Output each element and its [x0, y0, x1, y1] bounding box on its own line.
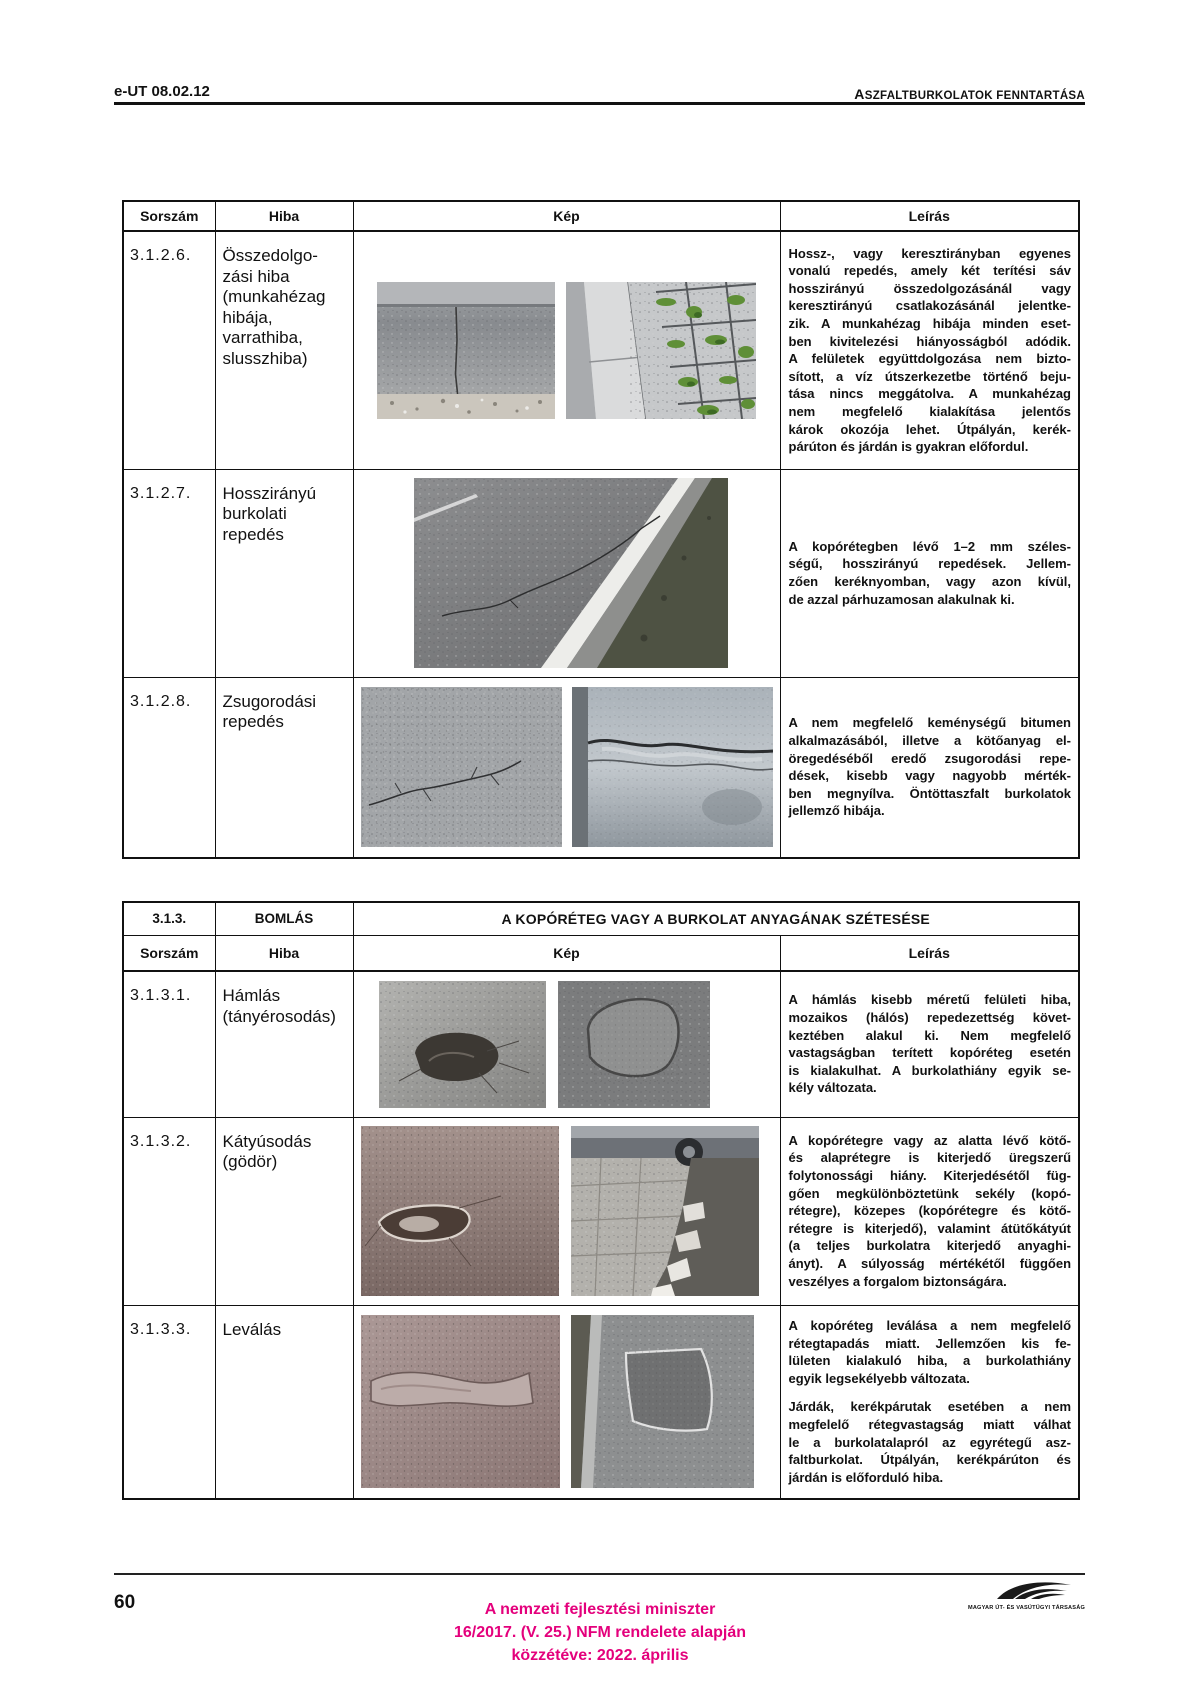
text-line: is kialakulhat. A burkolathiány egyik se- — [788, 1062, 1072, 1078]
photo-delamination-1 — [361, 1315, 560, 1488]
text-line: 16/2017. (V. 25.) NFM rendelete alapján — [454, 1624, 746, 1641]
col-header-description: Leírás — [780, 935, 1079, 971]
text-line: keztében alakul ki. Nem megfelelő — [788, 1027, 1072, 1043]
description-paragraph — [789, 245, 1072, 456]
photo-pothole-1 — [361, 1126, 559, 1296]
table-row — [123, 1305, 1079, 1499]
text-line: keresztirányú csatlakozásánál jelentke- — [788, 298, 1071, 314]
text-line: zási hiba — [222, 266, 290, 286]
section-title: A KOPÓRÉTEG VAGY A BURKOLAT ANYAGÁNAK SZÉTESÉSE — [353, 902, 1079, 935]
text-line: (munkahézag — [222, 287, 326, 306]
text-line: A kopórétegben lévő 1–2 mm széles- — [788, 538, 1071, 554]
photo-group — [354, 1126, 780, 1296]
image-cell — [353, 971, 780, 1117]
photo-joint-crack-road — [377, 282, 555, 419]
row-number: 3.1.3.3. — [123, 1305, 215, 1499]
defect-name — [215, 231, 353, 469]
text-line: egyik legsekélyebb változata. — [788, 1370, 970, 1386]
photo-pothole-2 — [571, 1126, 759, 1296]
photo-shrinkage-crack-2 — [572, 687, 773, 847]
logo-text: MAGYAR ÚT- ÉS VASÚTÜGYI TÁRSASÁG — [967, 1605, 1085, 1611]
publication-notice — [345, 1598, 855, 1667]
text-line: dések, kisebb vagy nagyobb mérték- — [788, 768, 1071, 784]
photo-group — [354, 981, 780, 1108]
text-line: zik. A munkahézag hibája minden eset- — [788, 316, 1071, 332]
defect-name — [215, 1117, 353, 1305]
description-paragraph — [789, 1132, 1072, 1290]
section-title-row — [123, 902, 1079, 935]
text-line: A nemzeti fejlesztési miniszter — [484, 1601, 716, 1618]
footer-rule — [114, 1573, 1085, 1575]
text-line: zően keréknyomban, vagy azon kívül, — [788, 574, 1071, 589]
text-line: közzétéve: 2022. április — [511, 1647, 689, 1664]
text-line: veszélyes a forgalom biztonságára. — [788, 1273, 1007, 1289]
photo-group — [354, 687, 780, 847]
col-header-number: Sorszám — [123, 935, 215, 971]
text-line: Zsugorodási — [222, 691, 317, 711]
description-paragraph — [789, 1398, 1072, 1486]
defect-name — [215, 469, 353, 677]
text-line: repedés — [222, 712, 284, 731]
text-line: slusszhiba) — [222, 348, 308, 368]
col-header-defect: Hiba — [215, 935, 353, 971]
text-line: ségű, hosszirányú repedések. Jellem- — [788, 556, 1071, 572]
photo-delamination-2 — [571, 1315, 754, 1488]
defect-name — [215, 1305, 353, 1499]
description — [780, 1117, 1079, 1305]
text-line: gően megkülönböztetünk sekély (kopó- — [788, 1185, 1072, 1201]
text-line: vonalú repedés, amely két terítési sáv — [788, 263, 1071, 279]
text-line: A felületek együttdolgozása nem bizto- — [788, 351, 1071, 367]
image-cell — [353, 677, 780, 858]
photo-group — [354, 282, 780, 419]
text-line: lületen kialakuló hiba, a burkolathiány — [788, 1353, 1072, 1369]
text-line: repedés — [222, 524, 284, 544]
image-cell — [353, 469, 780, 677]
logo-swoosh-icon — [931, 1577, 1085, 1603]
row-number: 3.1.2.6. — [123, 231, 215, 469]
text-line: Hosszirányú — [222, 483, 317, 503]
defect-name — [215, 971, 353, 1117]
photo-longitudinal-crack-road — [414, 478, 728, 668]
text-line: de azzal párhuzamosan alakulnak ki. — [788, 591, 1015, 607]
description — [780, 469, 1079, 677]
text-line: Leválás — [222, 1319, 282, 1339]
text-line: mozaikos (hálós) repedezettség követ- — [788, 1010, 1072, 1026]
text-line: A hámlás kisebb méretű felületi hiba, — [788, 992, 1072, 1008]
row-number: 3.1.3.1. — [123, 971, 215, 1117]
text-line: és alaprétegre is kiterjedő üregszerű — [788, 1150, 1072, 1166]
text-line: ben kivitelezési hiányosságból adódik. — [788, 333, 1071, 349]
row-number: 3.1.2.8. — [123, 677, 215, 858]
table-header-row — [123, 201, 1079, 231]
photo-shrinkage-crack-1 — [361, 687, 562, 847]
text-line: párúton és járdán is gyakran előfordul. — [788, 439, 1029, 455]
document-code: e-UT 08.02.12 — [114, 83, 210, 100]
text-line: vastagságban terített kopóréteg esetén — [788, 1045, 1072, 1061]
col-header-image: Kép — [353, 935, 780, 971]
col-header-image: Kép — [353, 201, 780, 231]
col-header-description: Leírás — [780, 201, 1079, 231]
text-line: károk okozója lehet. Útpályán, kerék- — [788, 421, 1071, 437]
text-line: A nem megfelelő keménységű bitumen — [788, 715, 1071, 731]
text-line: rétegre), közepes (kopórétegre és kötő- — [788, 1203, 1072, 1219]
text-line: nem megfelelő kialakítása jelentős — [788, 404, 1071, 420]
society-logo — [931, 1577, 1085, 1611]
description — [780, 231, 1079, 469]
text-line: Hámlás — [222, 986, 281, 1005]
description-paragraph — [789, 991, 1072, 1097]
image-cell — [353, 231, 780, 469]
text-line: alkalmazásából, illetve a kötőanyag el- — [788, 733, 1071, 749]
photo-group — [354, 478, 780, 668]
text-line: járdán is előforduló hiba. — [788, 1469, 944, 1485]
text-line: jellemző hibája. — [788, 803, 885, 819]
text-line: ányt). A súlyosság mértékétől függően — [788, 1255, 1072, 1271]
text-line: sított, a víz útszerkezetbe történő beju- — [788, 368, 1071, 384]
table-header-row — [123, 935, 1079, 971]
text-line: (tányérosodás) — [222, 1006, 336, 1026]
text-line: A kopóréteg leválása a nem megfelelő — [788, 1318, 1072, 1334]
description-paragraph — [789, 714, 1072, 820]
defects-table-cracks — [122, 200, 1080, 859]
col-header-defect: Hiba — [215, 201, 353, 231]
table-row — [123, 677, 1079, 858]
text-line: varrathiba, — [222, 328, 303, 347]
header-rule — [114, 102, 1085, 105]
photo-scaling-1 — [379, 981, 546, 1108]
photo-scaling-2 — [558, 981, 710, 1108]
text-line: Összedolgo- — [222, 246, 318, 265]
description-paragraph — [789, 538, 1072, 608]
description-paragraph — [789, 1317, 1072, 1387]
table-row — [123, 971, 1079, 1117]
text-line: tása nincs meggátolva. A munkahézag — [788, 386, 1071, 402]
text-line: (gödör) — [222, 1152, 278, 1171]
text-line: hosszirányú összedolgozásánál vagy — [788, 280, 1071, 296]
section-running-title: ASZFALTBURKOLATOK FENNTARTÁSA — [854, 86, 1085, 102]
photo-joint-crack-sidewalk — [566, 282, 756, 419]
text-line: hibája, — [222, 307, 273, 327]
text-line: öregedéséből eredő zsugorodási repe- — [788, 750, 1071, 766]
row-number: 3.1.3.2. — [123, 1117, 215, 1305]
section-name: BOMLÁS — [215, 902, 353, 935]
photo-group — [354, 1315, 780, 1488]
text-line: ben megnyílva. Öntöttaszfalt burkolatok — [788, 785, 1071, 801]
section-number: 3.1.3. — [123, 902, 215, 935]
table-row — [123, 1117, 1079, 1305]
text-line: folytonossági hiány. Kiterjedésétől füg- — [788, 1168, 1072, 1184]
text-line: Kátyúsodás — [222, 1131, 312, 1151]
defect-name — [215, 677, 353, 858]
text-line: kély változata. — [788, 1080, 877, 1096]
row-number: 3.1.2.7. — [123, 469, 215, 677]
text-line: rétegre is kiterjedő), valamint átütőkátyút — [788, 1220, 1072, 1236]
image-cell — [353, 1305, 780, 1499]
description — [780, 677, 1079, 858]
page-number: 60 — [114, 1592, 136, 1613]
description — [780, 971, 1079, 1117]
text-line: burkolati — [222, 504, 287, 523]
text-line: Hossz-, vagy keresztirányban egyenes — [788, 245, 1071, 261]
table-row — [123, 469, 1079, 677]
text-line: faltburkolat. Útpályán, kerékpárúton és — [788, 1452, 1072, 1468]
text-line: A kopórétegre vagy az alatta lévő kötő- — [788, 1132, 1072, 1148]
description — [780, 1305, 1079, 1499]
image-cell — [353, 1117, 780, 1305]
text-line: Járdák, kerékpárutak esetében a nem — [788, 1399, 1072, 1415]
table-row — [123, 231, 1079, 469]
text-line: rétegtapadás miatt. Jellemzően kis fe- — [788, 1335, 1072, 1351]
text-line: megfelelő rétegvastagság miatt válhat — [788, 1417, 1072, 1433]
defects-table-disintegration — [122, 901, 1080, 1500]
col-header-number: Sorszám — [123, 201, 215, 231]
text-line: le a burkolatalapról az egyrétegű asz- — [788, 1434, 1072, 1450]
text-line: (a teljes burkolatra kiterjedő anyaghi- — [788, 1238, 1072, 1254]
